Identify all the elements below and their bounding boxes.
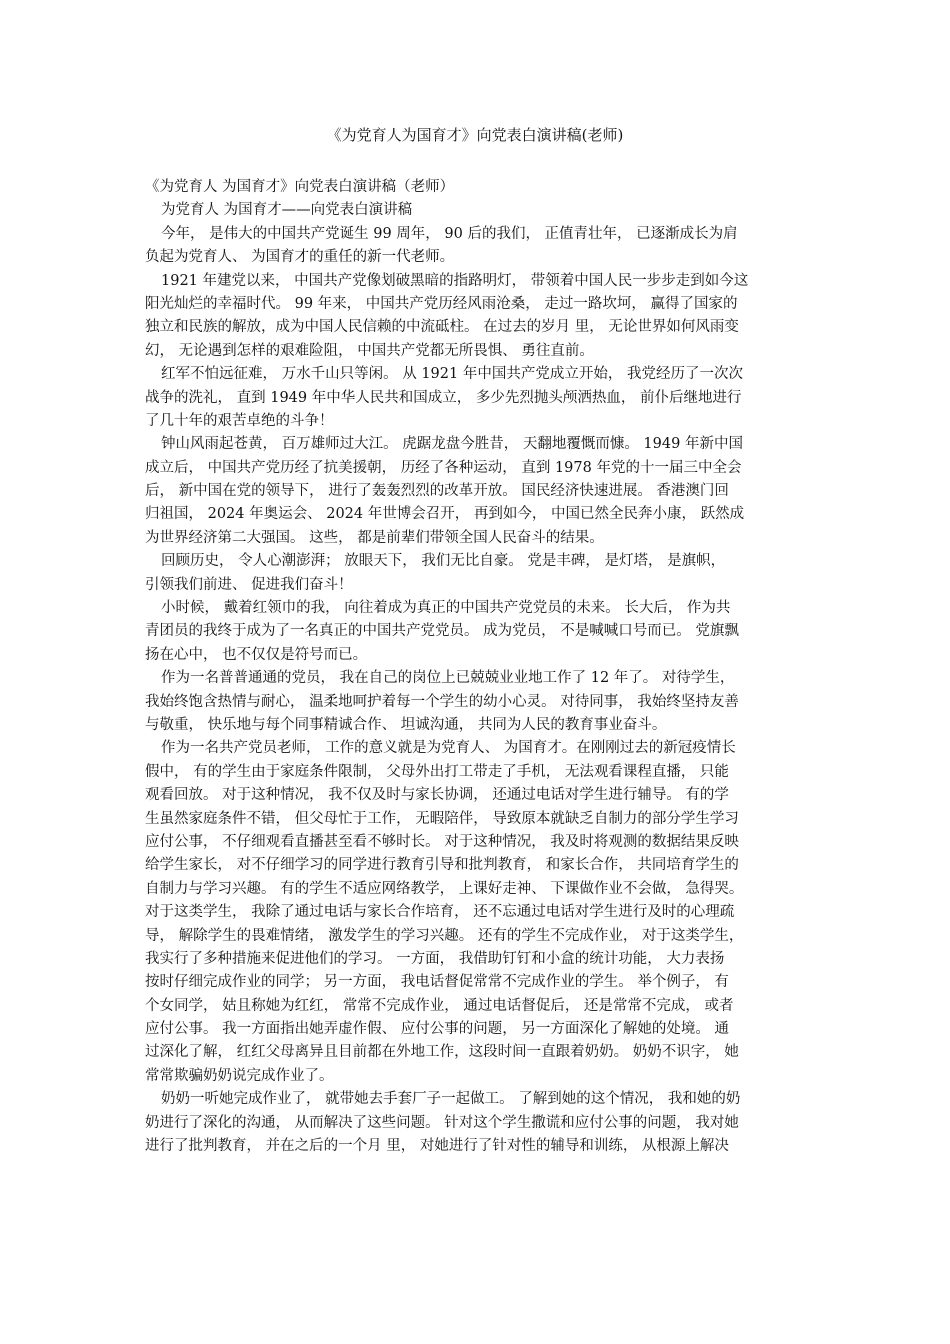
document-title: 《为党育人为国育才》向党表白演讲稿(老师) <box>326 126 624 144</box>
text-line: 自制力与学习兴趣。 有的学生不适应网络教学， 上课好走神、 下课做作业不会做， 急得哭。 <box>145 880 744 897</box>
text-line: 常常欺骗奶奶说完成作业了。 <box>145 1067 334 1084</box>
text-line: 假中， 有的学生由于家庭条件限制， 父母外出打工带走了手机， 无法观看课程直播， 只能 <box>145 763 729 780</box>
text-line: 进行了批判教育， 并在之后的一个月 里， 对她进行了针对性的辅导和训练， 从根源上解决 <box>145 1138 729 1155</box>
text-line: 作为一名普普通通的党员， 我在自己的岗位上已兢兢业业地工作了 12 年了。 对待学生， <box>161 670 735 687</box>
text-line: 按时仔细完成作业的同学； 另一方面， 我电话督促常常不完成作业的学生。 举个例子， 有 <box>145 974 729 991</box>
text-line: 今年， 是伟大的中国共产党诞生 99 周年， 90 后的我们， 正值青壮年， 已逐渐成长为肩 <box>161 225 738 242</box>
text-line: 后， 新中国在党的领导下， 进行了轰轰烈烈的改革开放。 国民经济快速进展。 香港澳门回 <box>145 483 729 500</box>
text-line: 幻， 无论遇到怎样的艰难险阻， 中国共产党都无所畏惧、 勇往直前。 <box>145 342 594 359</box>
text-line: 观看回放。 对于这种情况， 我不仅及时与家长协调， 还通过电话对学生进行辅导。 有的学 <box>145 787 729 804</box>
text-line: 青团员的我终于成为了一名真正的中国共产党党员。 成为党员， 不是喊喊口号而已。 党旗飘 <box>145 623 739 640</box>
text-line: 作为一名共产党员老师， 工作的意义就是为党育人、 为国育才。在刚刚过去的新冠疫情长 <box>161 740 736 757</box>
text-line: 导， 解除学生的畏难情绪， 激发学生的学习兴趣。 还有的学生不完成作业， 对于这类学生， <box>145 927 744 944</box>
text-line: 小时候， 戴着红领巾的我， 向往着成为真正的中国共产党党员的未来。 长大后， 作为共 <box>161 600 731 617</box>
text-line: 我始终饱含热情与耐心， 温柔地呵护着每一个学生的幼小心灵。 对待同事， 我始终坚持友善 <box>145 693 739 710</box>
text-line: 对于这类学生， 我除了通过电话与家长合作培育， 还不忘通过电话对学生进行及时的心理疏 <box>145 904 735 921</box>
text-line: 为世界经济第二大强国。 这些， 都是前辈们带领全国人民奋斗的结果。 <box>145 529 604 546</box>
text-line: 了几十年的艰苦卓绝的斗争！ <box>145 412 334 429</box>
text-line: 为党育人 为国育才——向党表白演讲稿 <box>161 202 413 219</box>
text-line: 独立和民族的解放，成为中国人民信赖的中流砥柱。 在过去的岁月 里， 无论世界如何风雨变 <box>145 319 739 336</box>
text-line: 战争的洗礼， 直到 1949 年中华人民共和国成立， 多少先烈抛头颅洒热血， 前仆后继地进行 <box>145 389 742 406</box>
text-line: 归祖国， 2024 年奥运会、 2024 年世博会召开， 再到如今， 中国已然全民奔小康， 跃然成 <box>145 506 745 523</box>
text-line: 过深化了解， 红红父母离异且目前都在外地工作，这段时间一直跟着奶奶。 奶奶不识字， 她 <box>145 1044 739 1061</box>
text-line: 《为党育人 为国育才》向党表白演讲稿（老师） <box>145 179 455 195</box>
text-line: 负起为党育人、 为国育才的重任的新一代老师。 <box>145 249 455 266</box>
text-line: 个女同学， 姑且称她为红红， 常常不完成作业， 通过电话督促后， 还是常常不完成， 或者 <box>145 997 734 1014</box>
text-line: 给学生家长， 对不仔细学习的同学进行教育引导和批判教育， 和家长合作， 共同培育学生的 <box>145 857 739 874</box>
text-line: 回顾历史， 令人心潮澎湃； 放眼天下， 我们无比自豪。 党是丰碑， 是灯塔， 是旗帜， <box>161 553 726 570</box>
text-line: 奶进行了深化的沟通， 从而解决了这些问题。 针对这个学生撒谎和应付公事的问题， 我对她 <box>145 1114 739 1131</box>
text-line: 与敬重， 快乐地与每个同事精诚合作、 坦诚沟通， 共同为人民的教育事业奋斗。 <box>145 716 667 733</box>
text-line: 生虽然家庭条件不错， 但父母忙于工作， 无暇陪伴， 导致原本就缺乏自制力的部分学生学习 <box>145 810 739 827</box>
text-line: 引领我们前进、 促进我们奋斗！ <box>145 576 353 593</box>
text-line: 成立后， 中国共产党历经了抗美援朝， 历经了各种运动， 直到 1978 年党的十一届三中全会 <box>145 459 742 476</box>
text-line: 应付公事。 我一方面指出她弄虚作假、 应付公事的问题， 另一方面深化了解她的处境。 通 <box>145 1021 729 1038</box>
text-line: 扬在心中， 也不仅仅是符号而已。 <box>145 646 368 663</box>
text-line: 阳光灿烂的幸福时代。 99 年来， 中国共产党历经风雨沧桑， 走过一路坎坷， 赢得了国家的 <box>145 295 738 312</box>
text-line: 红军不怕远征难， 万水千山只等闲。 从 1921 年中国共产党成立开始， 我党经历了一次次 <box>161 366 743 383</box>
text-line: 应付公事， 不仔细观看直播甚至看不够时长。 对于这种情况， 我及时将观测的数据结果反映 <box>145 833 739 850</box>
document-body <box>145 176 808 1158</box>
text-line: 1921 年建党以来， 中国共产党像划破黑暗的指路明灯， 带领着中国人民一步步走到如今这 <box>161 272 749 289</box>
text-line: 钟山风雨起苍黄， 百万雄师过大江。 虎踞龙盘今胜昔， 天翻地覆慨而慷。 1949 年新中国 <box>161 436 743 453</box>
text-line: 我实行了多种措施来促进他们的学习。 一方面， 我借助钉钉和小盒的统计功能， 大力表扬 <box>145 950 725 967</box>
text-line: 奶奶一听她完成作业了， 就带她去手套厂子一起做工。 了解到她的这个情况， 我和她的奶 <box>161 1091 741 1108</box>
